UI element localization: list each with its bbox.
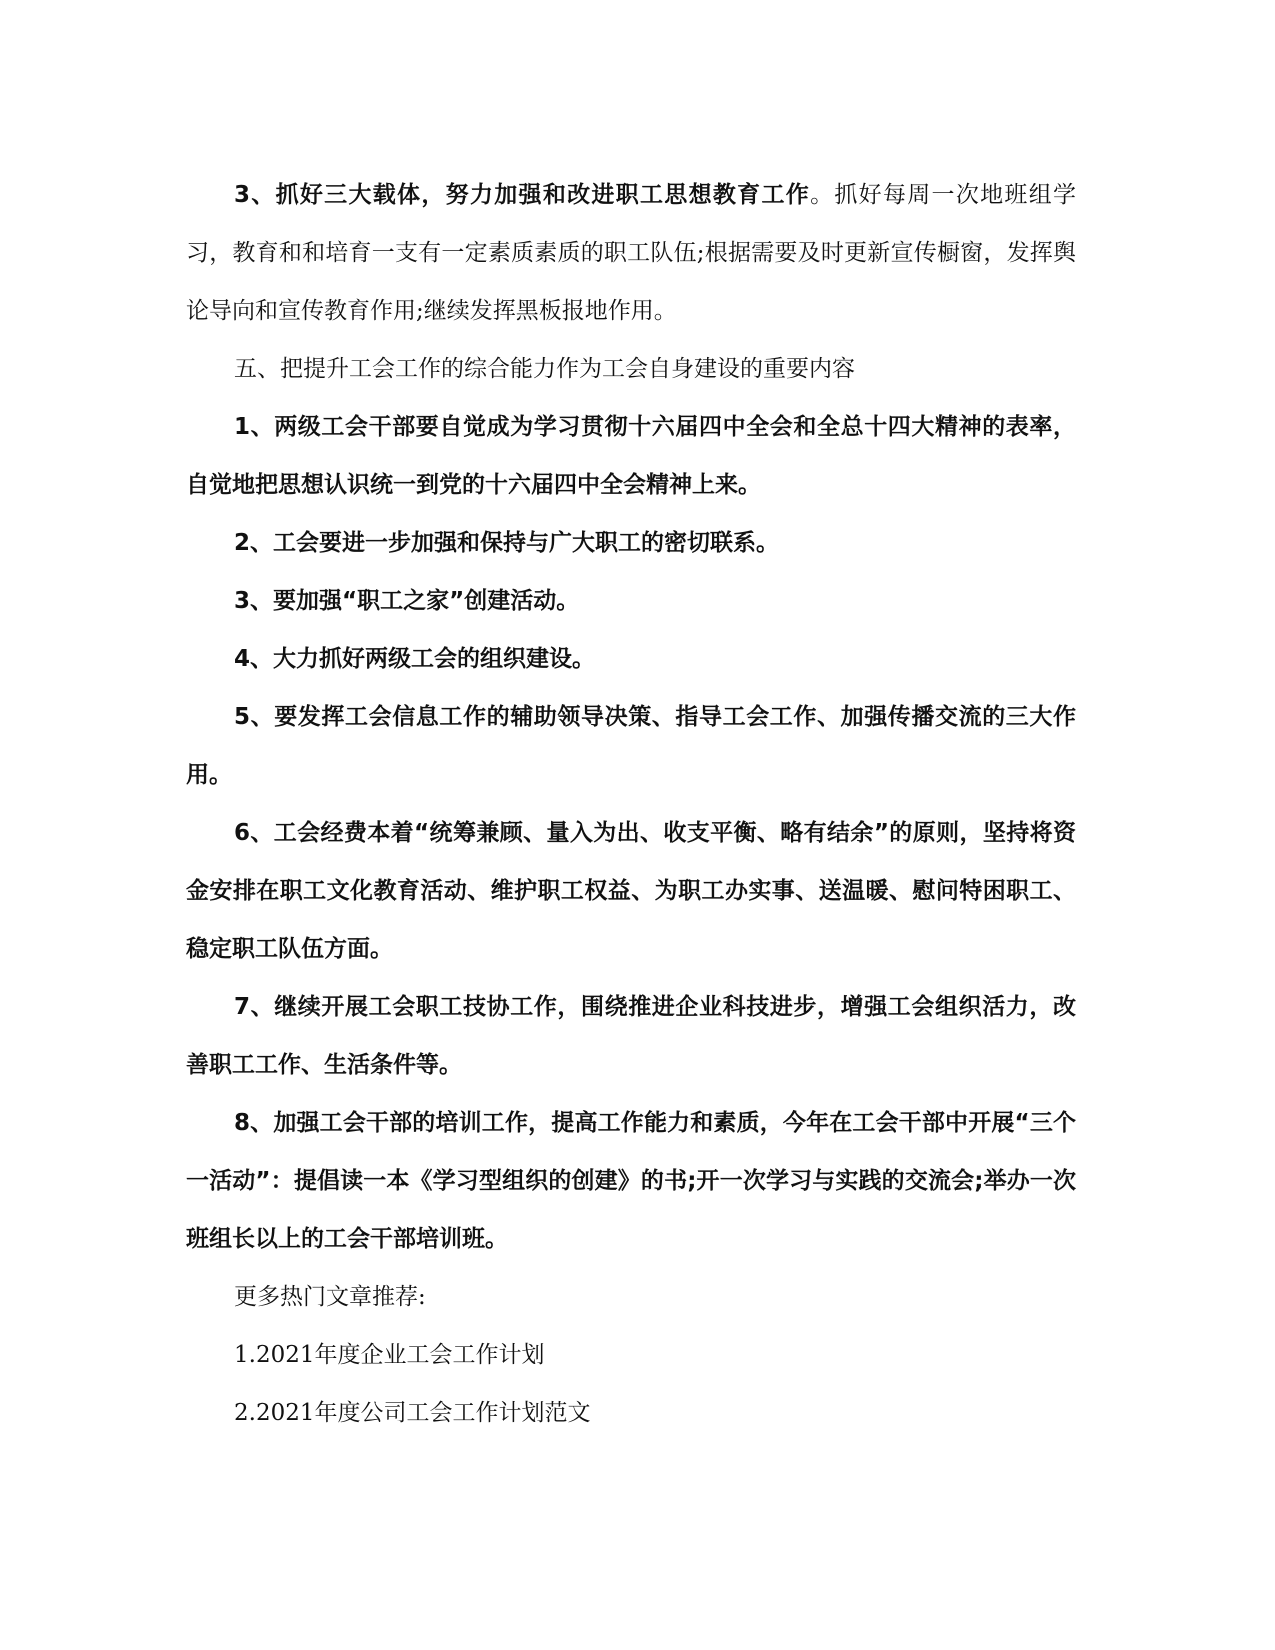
paragraph-item-5-5: 5、要发挥工会信息工作的辅助领导决策、指导工会工作、加强传播交流的三大作用。: [186, 704, 1076, 788]
paragraph-item-3: [186, 166, 1076, 340]
related-link-2[interactable]: 2.2021年度公司工会工作计划范文: [234, 1400, 591, 1426]
paragraph-item-5-1: 1、两级工会干部要自觉成为学习贯彻十六届四中全会和全总十四大精神的表率，自觉地把思想认识统一到党的十六届四中全会精神上来。: [186, 414, 1076, 498]
paragraph-item-5-4: 4、大力抓好两级工会的组织建设。: [234, 646, 596, 672]
item-3-lead: 3、抓好三大载体，努力加强和改进职工思想教育工作: [234, 182, 811, 208]
paragraph-item-5-3: 3、要加强“职工之家”创建活动。: [234, 588, 580, 614]
item-3-body: 。抓好每周一次地班组学习，教育和和培育一支有一定素质素质的职工队伍;根据需要及时更新宣传橱窗，发挥舆论导向和宣传教育作用;继续发挥黑板报地作用。: [186, 182, 1076, 324]
section-5-heading: 五、把提升工会工作的综合能力作为工会自身建设的重要内容: [234, 356, 855, 382]
related-link-1[interactable]: 1.2021年度企业工会工作计划: [234, 1342, 545, 1368]
paragraph-item-5-8: 8、加强工会干部的培训工作，提高工作能力和素质，今年在工会干部中开展“三个一活动”：提倡读一本《学习型组织的创建》的书;开一次学习与实践的交流会;举办一次班组长以上的工会干部培训班。: [186, 1110, 1076, 1252]
more-articles-label: 更多热门文章推荐:: [234, 1284, 426, 1310]
paragraph-item-5-2: 2、工会要进一步加强和保持与广大职工的密切联系。: [234, 530, 780, 556]
paragraph-item-5-7: 7、继续开展工会职工技协工作，围绕推进企业科技进步，增强工会组织活力，改善职工工作、生活条件等。: [186, 994, 1076, 1078]
paragraph-item-5-6: 6、工会经费本着“统筹兼顾、量入为出、收支平衡、略有结余”的原则，坚持将资金安排在职工文化教育活动、维护职工权益、为职工办实事、送温暖、慰问特困职工、稳定职工队伍方面。: [186, 820, 1076, 962]
document-body: [186, 166, 1076, 1442]
